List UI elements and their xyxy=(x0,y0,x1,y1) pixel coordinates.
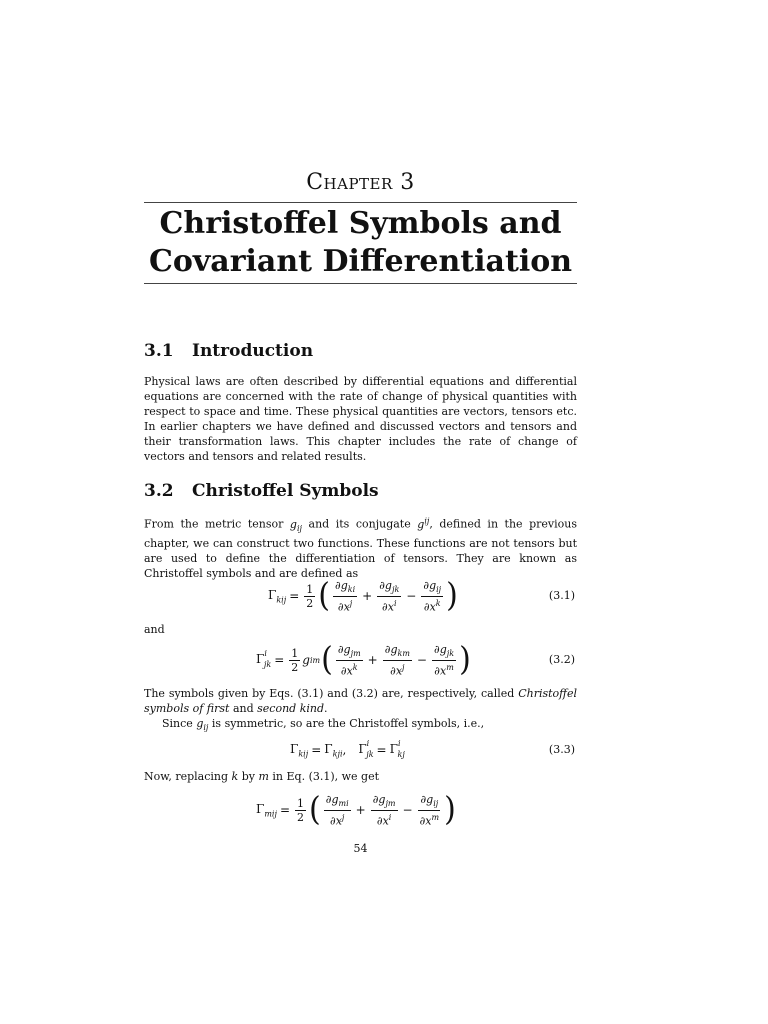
metric-symbol: $g_{ij}$ xyxy=(196,717,209,733)
chapter-word: Chapter xyxy=(306,170,393,195)
section-number: 3.2 xyxy=(144,481,174,501)
replacing-paragraph: Now, replacing k by m in Eq. (3.1), we get xyxy=(144,770,380,783)
and-text: and xyxy=(144,623,165,636)
equation-3-2 xyxy=(144,641,577,679)
intro-paragraph: Physical laws are often described by differential equations and differential equations are concerned with the rate of change of physical quantities with respect to space and time. These physical quantities are vectors, tensors etc. In earlier chapters we have defined and discussed vectors and tensors and their transformation laws. This chapter includes the rate of change of vectors and tensors and related results. xyxy=(144,375,577,463)
equation-number: (3.3) xyxy=(548,743,575,756)
chapter-number: 3 xyxy=(400,170,415,195)
symmetry-paragraph: Since $g_{ij}$ is symmetric, so are the Christoffel symbols, i.e., xyxy=(162,717,485,733)
document-page xyxy=(144,0,577,1024)
equation-3-3 xyxy=(144,731,577,769)
equation-3-1 xyxy=(144,577,577,615)
section-heading-introduction xyxy=(144,341,313,361)
equation-number: (3.2) xyxy=(548,653,575,666)
page-number: 54 xyxy=(353,842,368,855)
section-title: Introduction xyxy=(192,341,314,361)
metric-paragraph: From the metric tensor $g_{ij}$ and its conjugate $g^{ij}$, defined in the previous chapter, we can construct two functions. These functions are not tensors but are used to define the differentiation of tensors. They are known as Christoffel symbols and are defined as xyxy=(144,516,577,580)
equation-body: $\Gamma_{mij}$ = $\frac{1}{2}$ ( $\frac{\partial g_{mi}}{\partial x^j}$ + $\frac{\partial g_{jm}}{\partial x^i}$ − $\frac{\partial g_{ij}}{\partial x^m}$ ) xyxy=(256,790,456,829)
equation-number: (3.1) xyxy=(548,589,575,602)
equation-body: $\Gamma_{kij}$ = $\frac{1}{2}$ ( $\frac{\partial g_{ki}}{\partial x^j}$ + $\frac{\partial g_{jk}}{\partial x^i}$ − $\frac{\partial g_{ij}}{\partial x^k}$ ) xyxy=(268,576,458,615)
metric-symbol: $g_{ij}$ xyxy=(289,517,302,533)
kinds-paragraph: The symbols given by Eqs. (3.1) and (3.2) are, respectively, called Christoffel symbols of first and second kind. xyxy=(144,687,577,715)
chapter-title xyxy=(144,205,577,281)
chapter-title-line1: Christoffel Symbols and xyxy=(159,206,562,241)
conjugate-symbol: $g^{ij}$ xyxy=(417,516,430,531)
section-heading-christoffel xyxy=(144,481,379,501)
chapter-label xyxy=(144,170,577,195)
section-number: 3.1 xyxy=(144,341,174,361)
equation-body: $\Gamma^i_{jk}$ = $\frac{1}{2}$ g im ( $\frac{\partial g_{jm}}{\partial x^k}$ + $\frac{\partial g_{km}}{\partial x^j}$ − $\frac{\partial g_{jk}}{\partial x^m}$ ) xyxy=(256,640,471,679)
title-rule-bottom xyxy=(144,283,577,284)
equation-unnumbered xyxy=(144,791,577,829)
chapter-title-line2: Covariant Differentiation xyxy=(148,244,573,279)
equation-body: $\Gamma_{kij}$ = $\Gamma_{kji}$ , $\Gamma^i_{jk}$ = $\Gamma^i_{kj}$ xyxy=(290,739,405,759)
section-title: Christoffel Symbols xyxy=(192,481,379,501)
title-rule-top xyxy=(144,202,577,203)
